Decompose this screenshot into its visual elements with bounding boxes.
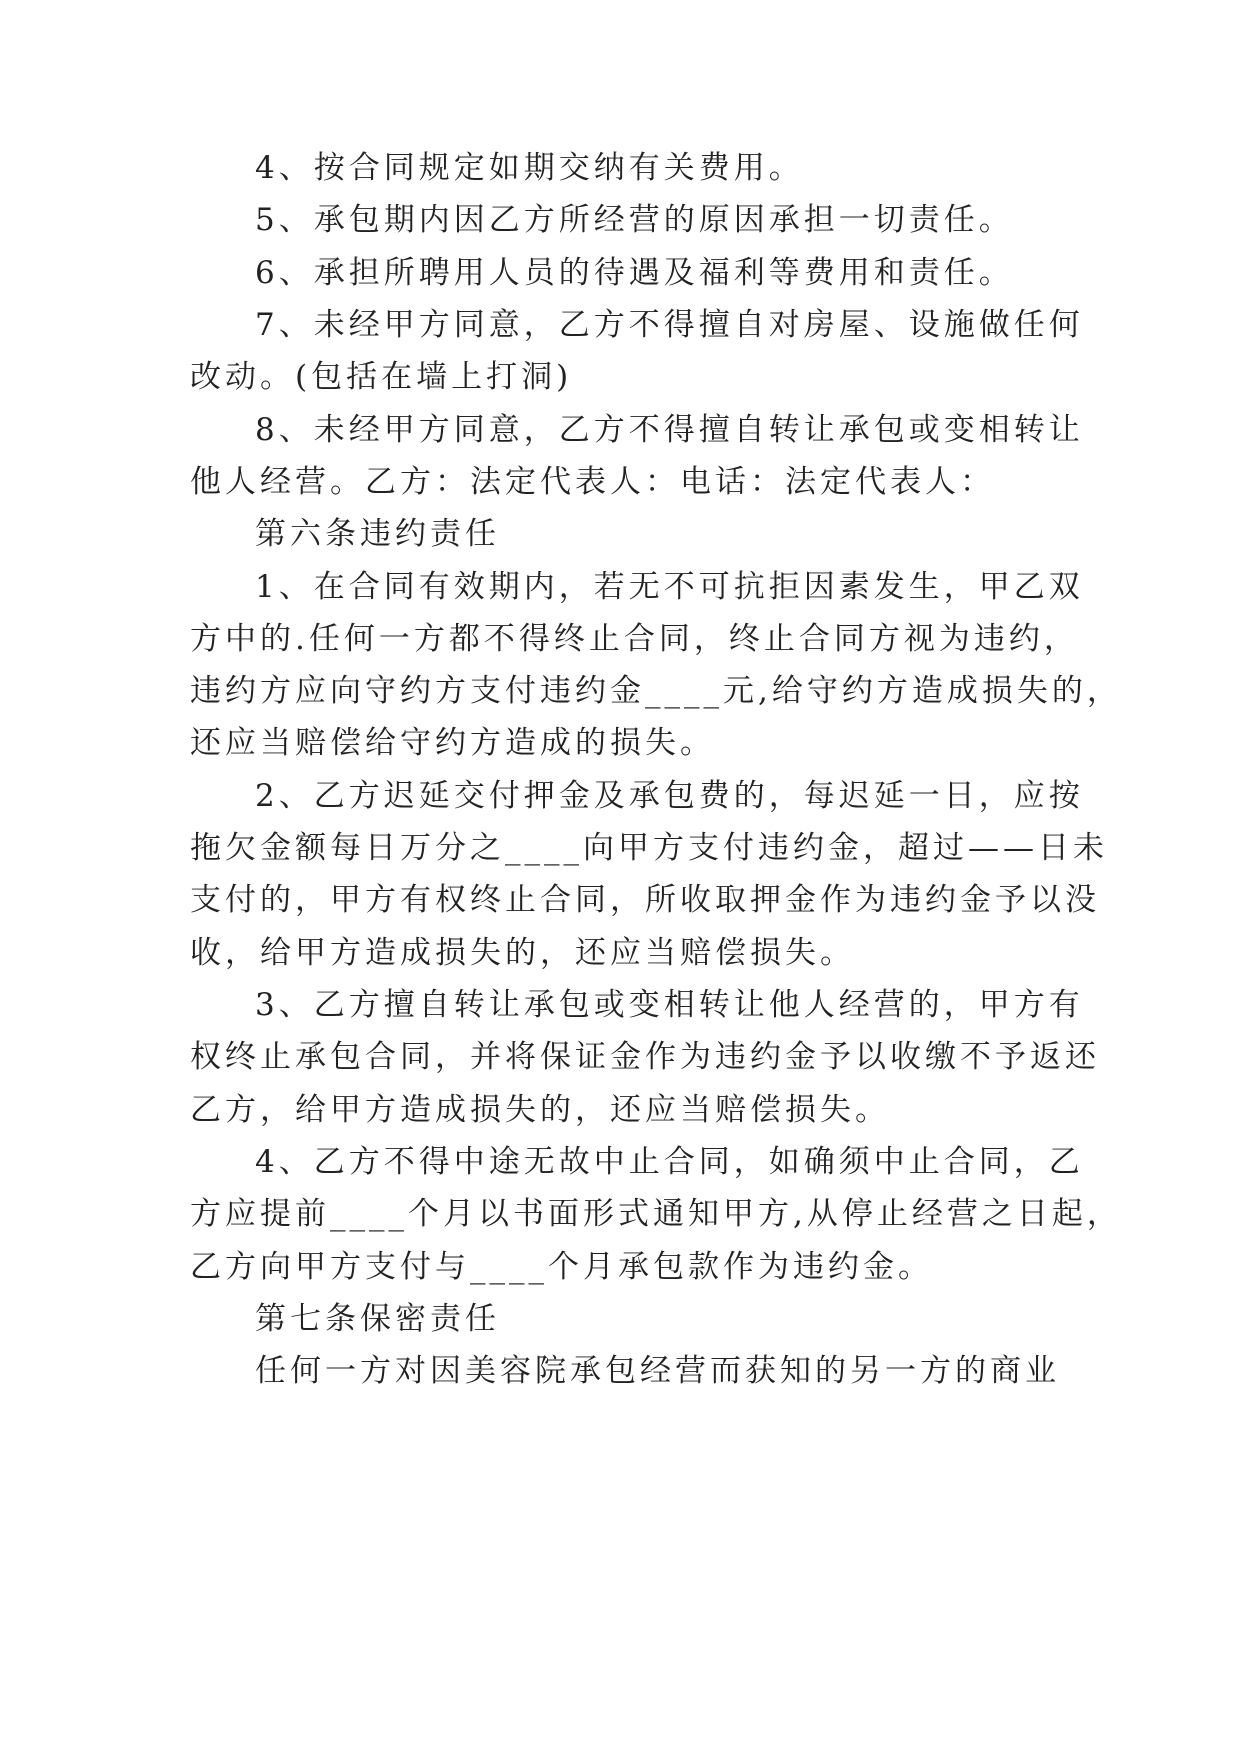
clause-line: 收，给甲方造成损失的，还应当赔偿损失。	[190, 935, 855, 971]
clause-line: 4、乙方不得中途无故中止合同，如确须中止合同，乙	[255, 1144, 1084, 1180]
clause-line: 任何一方对因美容院承包经营而获知的另一方的商业	[255, 1353, 1060, 1389]
clause-line: 权终止承包合同，并将保证金作为违约金予以收缴不予返还	[190, 1039, 1100, 1075]
clause-line: 还应当赔偿给守约方造成的损失。	[190, 725, 715, 761]
clause-line: 5、承包期内因乙方所经营的原因承担一切责任。	[255, 202, 1014, 238]
clause-line: 6、承担所聘用人员的待遇及福利等费用和责任。	[255, 255, 1014, 291]
section-heading: 第七条保密责任	[255, 1301, 500, 1337]
clause-line: 拖欠金额每日万分之____向甲方支付违约金，超过——日未	[190, 830, 1108, 866]
section-heading: 第六条违约责任	[255, 516, 500, 552]
clause-line: 方中的.任何一方都不得终止合同，终止合同方视为违约，	[190, 621, 1079, 657]
clause-line: 乙方向甲方支付与____个月承包款作为违约金。	[190, 1249, 933, 1285]
clause-line: 8、未经甲方同意，乙方不得擅自转让承包或变相转让	[255, 412, 1084, 448]
clause-line: 7、未经甲方同意，乙方不得擅自对房屋、设施做任何	[255, 307, 1084, 343]
clause-line: 2、乙方迟延交付押金及承包费的，每迟延一日，应按	[255, 778, 1084, 814]
clause-line: 1、在合同有效期内，若无不可抗拒因素发生，甲乙双	[255, 569, 1084, 605]
clause-line: 乙方，给甲方造成损失的，还应当赔偿损失。	[190, 1092, 890, 1128]
clause-line: 方应提前____个月以书面形式通知甲方,从停止经营之日起，	[190, 1196, 1122, 1232]
clause-line: 违约方应向守约方支付违约金____元,给守约方造成损失的，	[190, 673, 1122, 709]
clause-line: 改动。(包括在墙上打洞)	[190, 359, 573, 395]
clause-line: 3、乙方擅自转让承包或变相转让他人经营的，甲方有	[255, 987, 1084, 1023]
clause-line: 4、按合同规定如期交纳有关费用。	[255, 150, 804, 186]
clause-line: 他人经营。乙方：法定代表人：电话：法定代表人：	[190, 464, 995, 500]
clause-line: 支付的，甲方有权终止合同，所收取押金作为违约金予以没	[190, 882, 1100, 918]
